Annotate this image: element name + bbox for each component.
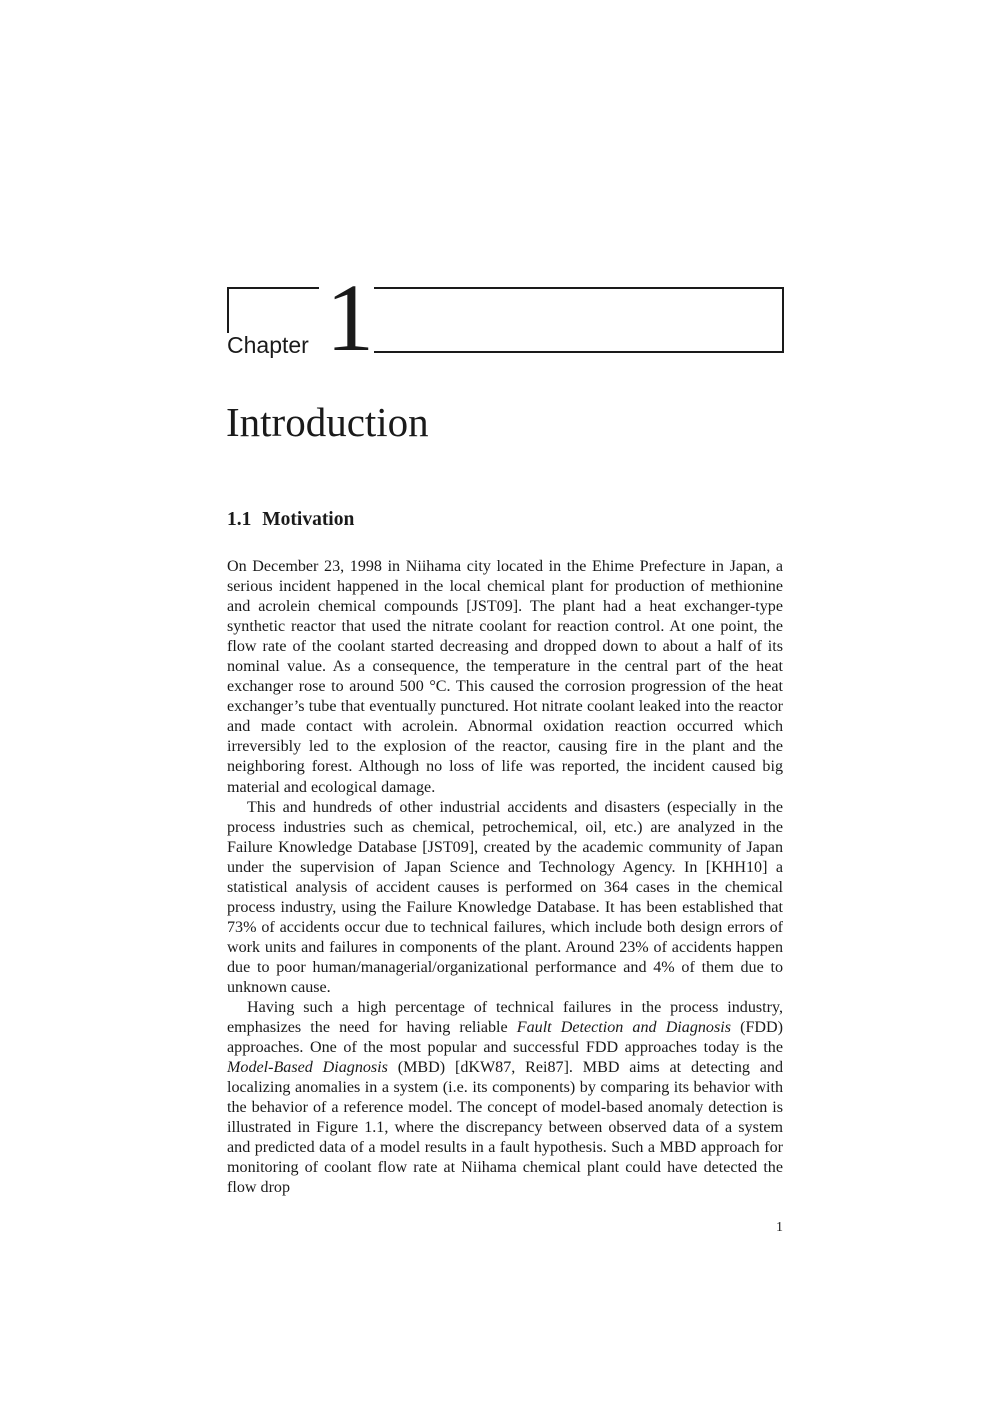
chapter-label: Chapter xyxy=(227,332,309,358)
section-heading xyxy=(227,507,354,533)
chapter-frame-bottom-rule xyxy=(374,351,784,353)
chapter-frame xyxy=(227,287,784,353)
paragraph-3 xyxy=(227,998,783,1198)
paragraph-2: This and hundreds of other industrial accidents and disasters (especially in the process industries such as chemical, petrochemical, oil, etc.) are analyzed in the Failure Knowledge Database [JST09], created by the academic community of Japan under the supervision of Japan Science and Technology Agency. In [KHH10] a statistical analysis of accident causes is performed on 364 cases in the chemical process industry, using the Failure Knowledge Database. It has been established that 73% of accidents occur due to technical failures, which include both design errors of work units and failures in components of the plant. Around 23% of accidents happen due to poor human/managerial/organizational performance and 4% of them due to unknown cause. xyxy=(227,798,783,996)
chapter-frame-top-right-rule xyxy=(374,287,784,289)
paragraph-1: On December 23, 1998 in Niihama city located in the Ehime Prefecture in Japan, a serious incident happened in the local chemical plant for production of methionine and acrolein chemical compounds [JST09]. The plant had a heat exchanger-type synthetic reactor that used the nitrate coolant for reaction control. At one point, the flow rate of the coolant started decreasing and dropped down to about a half of its nominal value. As a consequence, the temperature in the central part of the heat exchanger rose to around 500 °C. This caused the corrosion progression of the heat exchanger’s tube that eventually punctured. Hot nitrate coolant leaked into the reactor and made contact with acrolein. Abnormal oxidation reaction occurred which irreversibly led to the explosion of the reactor, causing fire in the plant and the neighboring forest. Although no loss of life was reported, the incident caused big material and ecological damage. xyxy=(227,558,783,796)
section-title: Motivation xyxy=(262,509,355,530)
chapter-frame-top-left-rule xyxy=(227,287,319,289)
mbd-term: Model-Based Diagnosis xyxy=(227,1059,388,1077)
paragraph-3-text: (FDD) approaches. One of the most popular and successful FDD approaches today is the xyxy=(227,1019,784,1057)
chapter-frame-right-rule xyxy=(782,287,784,353)
section-number: 1.1 xyxy=(227,509,252,530)
page-number: 1 xyxy=(776,1220,783,1235)
chapter-number: 1 xyxy=(326,264,374,371)
paragraph-3-text: Having such a high percentage of technical failures in the process industry, emphasizes the need for having reliable xyxy=(227,999,783,1037)
fdd-term: Fault Detection and Diagnosis xyxy=(516,1019,731,1037)
chapter-title: Introduction xyxy=(226,399,429,445)
body-text xyxy=(227,557,783,1199)
paragraph-3-text: (MBD) [dKW87, Rei87]. MBD aims at detecting and localizing anomalies in a system (i.e. its components) by comparing its behavior with the behavior of a reference model. The concept of model-based anomaly detection is illustrated in Figure 1.1, where the discrepancy between observed data of a system and predicted data of a model results in a fault hypothesis. Such a MBD approach for monitoring of coolant flow rate at Niihama chemical plant could have detected the flow drop xyxy=(227,1059,783,1197)
chapter-frame-left-rule xyxy=(227,287,229,333)
